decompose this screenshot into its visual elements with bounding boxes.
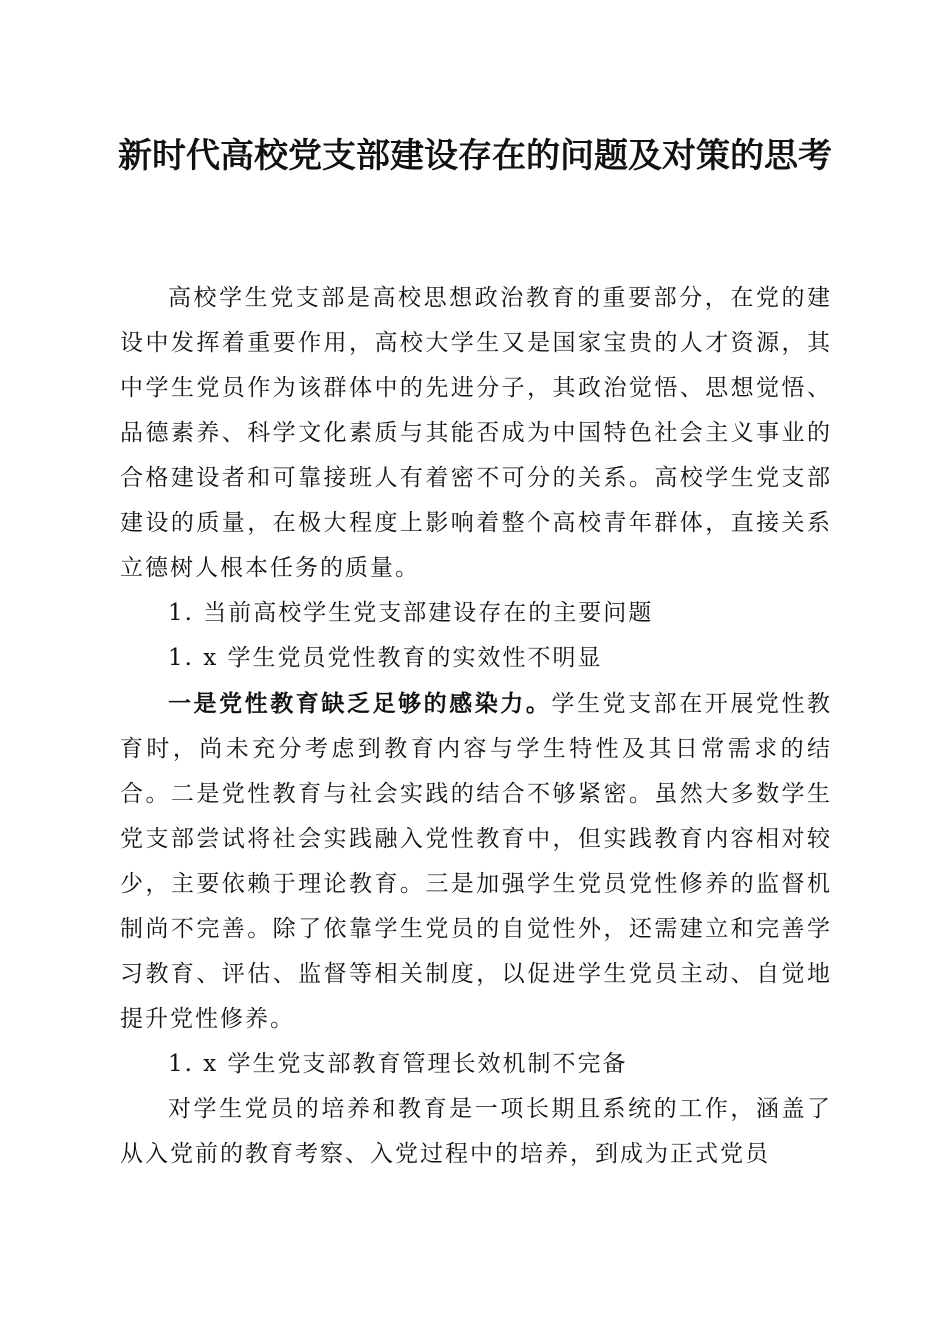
subsection-1-body-text: 学生党支部在开展党性教育时，尚未充分考虑到教育内容与学生特性及其日常需求的结合。二是党性教育与社会实践的结合不够紧密。虽然大多数学生党支部尝试将社会实践融入党性教育中，但实践教育内容相对较少，主要依赖于理论教育。三是加强学生党员党性修养的监督机制尚不完善。除了依靠学生党员的自觉性外，还需建立和完善学习教育、评估、监督等相关制度，以促进学生党员主动、自觉地提升党性修养。	[120, 691, 833, 1032]
document-title: 新时代高校党支部建设存在的问题及对策的思考	[118, 136, 832, 176]
subsection-heading-2: 1. x 学生党支部教育管理长效机制不完备	[168, 1051, 628, 1077]
section-heading-1: 1. 当前高校学生党支部建设存在的主要问题	[168, 600, 654, 626]
subsection-1-paragraph	[120, 681, 832, 1042]
document-body	[120, 276, 832, 1177]
subsection-heading-1: 1. x 学生党员党性教育的实效性不明显	[168, 645, 603, 671]
subsection-1-lead-sentence: 一是党性教育缺乏足够的感染力。	[168, 690, 552, 717]
intro-paragraph: 高校学生党支部是高校思想政治教育的重要部分，在党的建设中发挥着重要作用，高校大学生又是国家宝贵的人才资源，其中学生党员作为该群体中的先进分子，其政治觉悟、思想觉悟、品德素养、科学文化素质与其能否成为中国特色社会主义事业的合格建设者和可靠接班人有着密不可分的关系。高校学生党支部建设的质量，在极大程度上影响着整个高校青年群体，直接关系立德树人根本任务的质量。	[120, 285, 832, 581]
subsection-2-paragraph: 对学生党员的培养和教育是一项长期且系统的工作，涵盖了从入党前的教育考察、入党过程中的培养，到成为正式党员	[120, 1096, 832, 1167]
